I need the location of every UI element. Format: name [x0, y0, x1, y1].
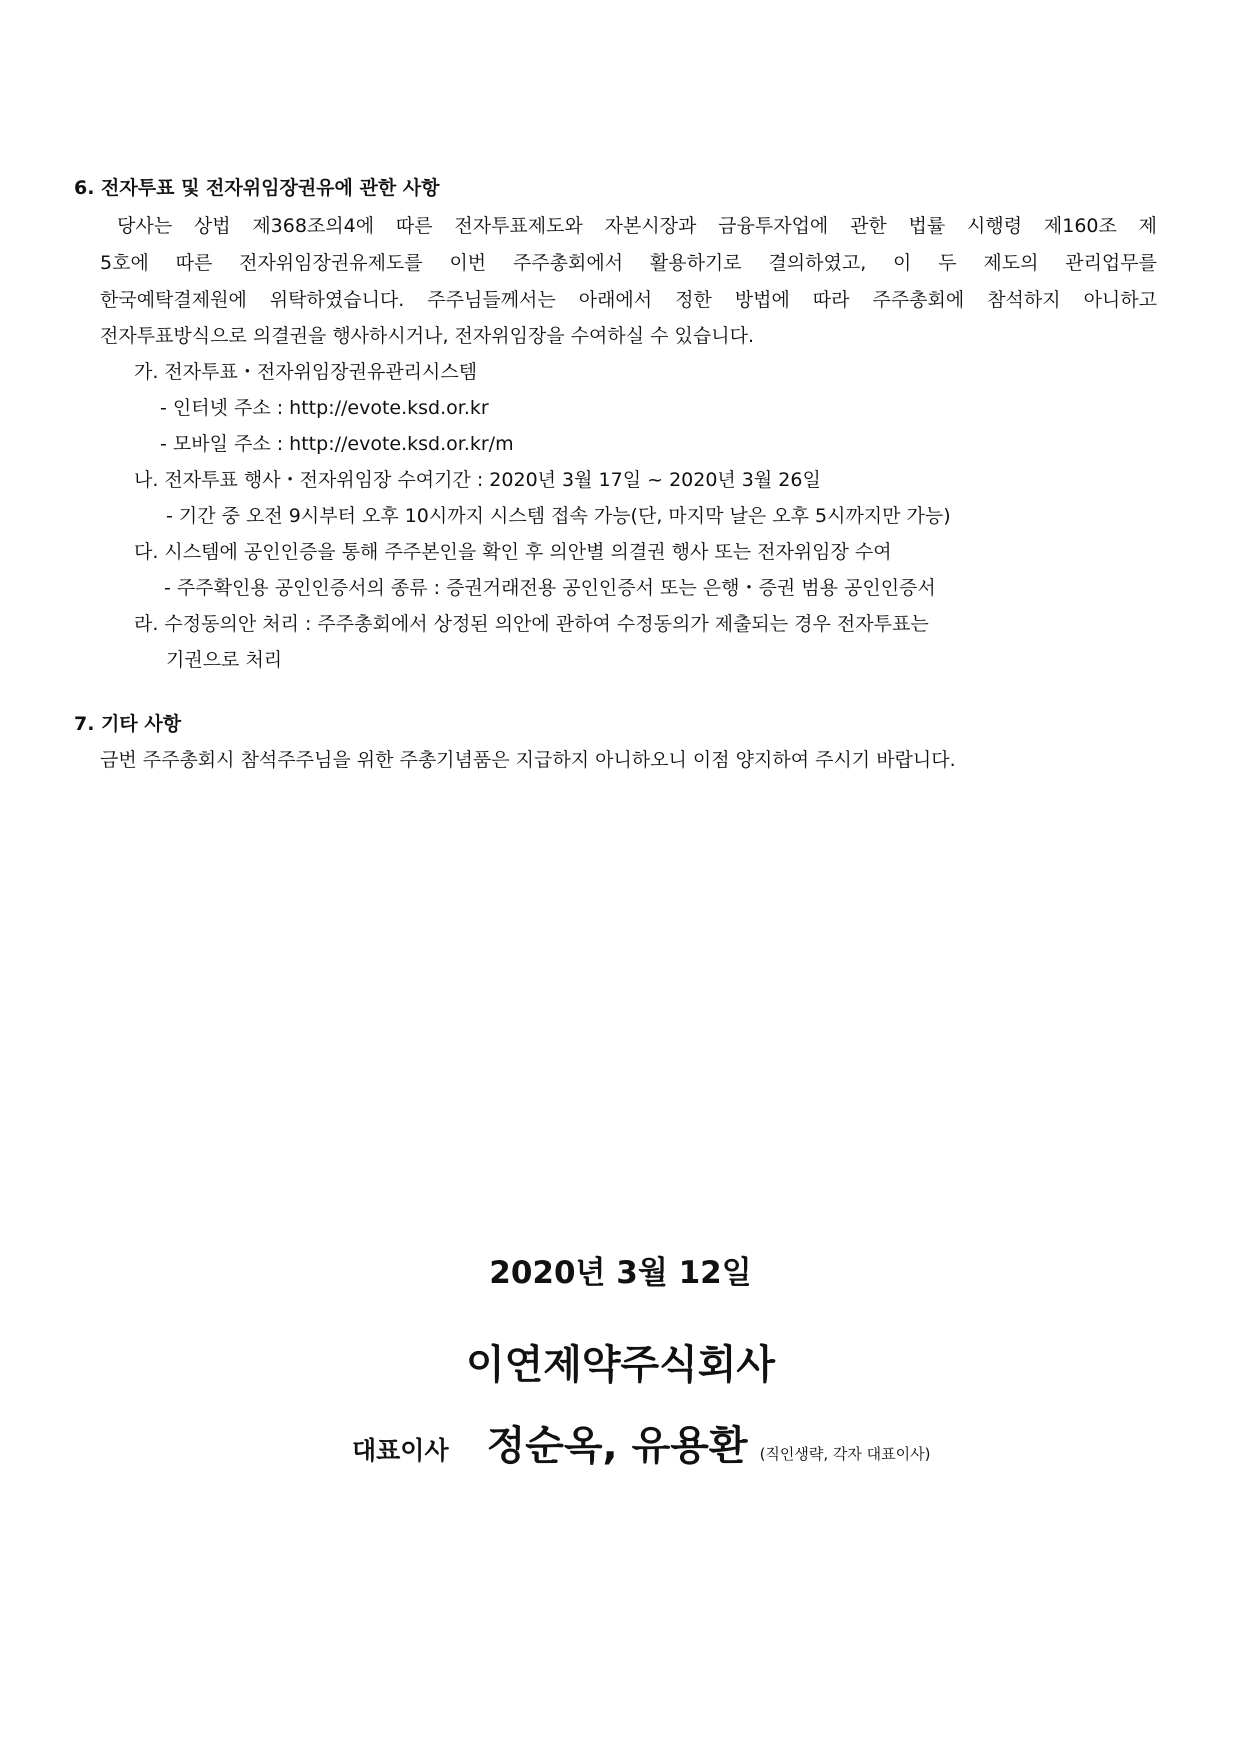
- representative-line: [352, 1414, 931, 1471]
- company-name: 이연제약주식회사: [465, 1342, 776, 1388]
- section-6-para-line-1: 당사는 상법 제368조의4에 따른 전자투표제도와 자본시장과 금융투자업에 관한 법률 시행령 제160조 제: [117, 215, 1157, 237]
- signature-date: 2020년 3월 12일: [489, 1255, 752, 1291]
- section-6-heading: 6. 전자투표 및 전자위임장권유에 관한 사항: [74, 177, 440, 199]
- item-access-hours: - 기간 중 오전 9시부터 오후 10시까지 시스템 접속 가능(단, 마지막 날은 오후 5시까지만 가능): [166, 505, 951, 527]
- section-7-heading: 7. 기타 사항: [74, 713, 182, 735]
- item-mobile-address: - 모바일 주소 : http://evote.ksd.or.kr/m: [160, 433, 514, 455]
- representative-names: 정순옥, 유용환: [486, 1423, 748, 1469]
- section-6-para-line-4: 전자투표방식으로 의결권을 행사하시거나, 전자위임장을 수여하실 수 있습니다.: [100, 325, 755, 347]
- item-na: 나. 전자투표 행사・전자위임장 수여기간 : 2020년 3월 17일 ~ 2020년 3월 26일: [134, 469, 821, 491]
- item-ra-continued: 기권으로 처리: [166, 649, 283, 671]
- item-certificate-types: - 주주확인용 공인인증서의 종류 : 증권거래전용 공인인증서 또는 은행・증권 범용 공인인증서: [164, 577, 936, 599]
- section-6-para-line-3: 한국예탁결제원에 위탁하였습니다. 주주님들께서는 아래에서 정한 방법에 따라 주주총회에 참석하지 아니하고: [100, 289, 1157, 311]
- section-7-body: 금번 주주총회시 참석주주님을 위한 주총기념품은 지급하지 아니하오니 이점 양지하여 주시기 바랍니다.: [100, 749, 956, 771]
- section-6-para-line-2: 5호에 따른 전자위임장권유제도를 이번 주주총회에서 활용하기로 결의하였고, 이 두 제도의 관리업무를: [100, 252, 1157, 274]
- item-ga: 가. 전자투표・전자위임장권유관리시스템: [134, 361, 478, 383]
- item-internet-address: - 인터넷 주소 : http://evote.ksd.or.kr: [160, 397, 489, 419]
- item-ra: 라. 수정동의안 처리 : 주주총회에서 상정된 의안에 관하여 수정동의가 제출되는 경우 전자투표는: [134, 613, 929, 635]
- representative-title: 대표이사: [352, 1436, 449, 1465]
- item-da: 다. 시스템에 공인인증을 통해 주주본인을 확인 후 의안별 의결권 행사 또는 전자위임장 수여: [134, 541, 892, 563]
- representative-note: (직인생략, 각자 대표이사): [759, 1445, 931, 1463]
